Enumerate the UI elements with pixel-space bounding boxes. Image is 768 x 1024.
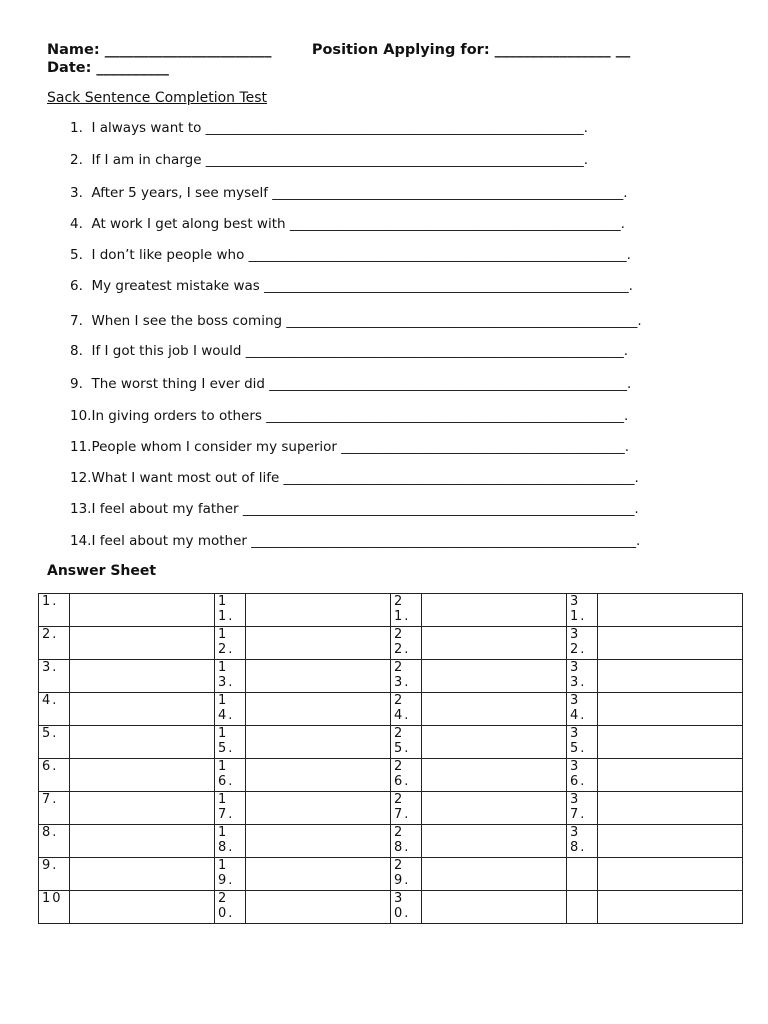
answer-cell[interactable] <box>246 858 391 891</box>
answer-number: 11. <box>215 594 246 627</box>
answer-cell[interactable] <box>422 891 567 924</box>
answer-number: 21. <box>391 594 422 627</box>
answer-number: 35. <box>567 726 598 759</box>
sentence-item: 6. My greatest mistake was ______________________________________________________. <box>70 278 633 294</box>
answer-row <box>39 660 743 693</box>
answer-row <box>39 825 743 858</box>
answer-number: 16. <box>215 759 246 792</box>
answer-number <box>567 858 598 891</box>
answer-cell[interactable] <box>246 627 391 660</box>
answer-cell[interactable] <box>422 693 567 726</box>
sentence-item: 7. When I see the boss coming ____________________________________________________. <box>70 313 642 329</box>
answer-cell[interactable] <box>246 693 391 726</box>
answer-number: 38. <box>567 825 598 858</box>
sentence-item: 14.I feel about my mother _________________________________________________________. <box>70 533 641 549</box>
answer-number: 25. <box>391 726 422 759</box>
header-name-position-line: Name: _______________________ Position Applying for: ________________ __ <box>47 42 631 58</box>
answer-number: 9. <box>39 858 70 891</box>
answer-cell[interactable] <box>422 627 567 660</box>
answer-cell[interactable] <box>422 792 567 825</box>
answer-number: 30. <box>391 891 422 924</box>
answer-number: 14. <box>215 693 246 726</box>
answer-number: 22. <box>391 627 422 660</box>
answer-cell[interactable] <box>422 825 567 858</box>
answer-cell[interactable] <box>70 858 215 891</box>
test-title: Sack Sentence Completion Test <box>47 90 268 106</box>
answer-number: 26. <box>391 759 422 792</box>
answer-cell[interactable] <box>598 825 743 858</box>
answer-number: 6. <box>39 759 70 792</box>
answer-number: 13. <box>215 660 246 693</box>
answer-cell[interactable] <box>422 726 567 759</box>
answer-row <box>39 627 743 660</box>
answer-cell[interactable] <box>70 759 215 792</box>
answer-cell[interactable] <box>70 627 215 660</box>
answer-number: 36. <box>567 759 598 792</box>
answer-cell[interactable] <box>70 891 215 924</box>
answer-number: 19. <box>215 858 246 891</box>
answer-row <box>39 792 743 825</box>
answer-row <box>39 858 743 891</box>
answer-number: 1. <box>39 594 70 627</box>
answer-number: 37. <box>567 792 598 825</box>
answer-number: 4. <box>39 693 70 726</box>
answer-row <box>39 891 743 924</box>
sentence-item: 10.In giving orders to others _____________________________________________________. <box>70 408 629 424</box>
answer-cell[interactable] <box>598 792 743 825</box>
answer-cell[interactable] <box>422 858 567 891</box>
sentence-item: 11.People whom I consider my superior __________________________________________. <box>70 439 630 455</box>
answer-cell[interactable] <box>246 891 391 924</box>
answer-number: 29. <box>391 858 422 891</box>
answer-cell[interactable] <box>598 726 743 759</box>
answer-cell[interactable] <box>598 660 743 693</box>
sentence-item: 9. The worst thing I ever did _____________________________________________________. <box>70 376 632 392</box>
answer-number: 33. <box>567 660 598 693</box>
answer-cell[interactable] <box>246 594 391 627</box>
answer-sheet-title: Answer Sheet <box>47 563 157 579</box>
answer-number: 28. <box>391 825 422 858</box>
answer-number <box>567 891 598 924</box>
answer-cell[interactable] <box>598 759 743 792</box>
sentence-item: 13.I feel about my father __________________________________________________________. <box>70 501 639 517</box>
answer-row <box>39 594 743 627</box>
answer-cell[interactable] <box>598 858 743 891</box>
answer-cell[interactable] <box>70 693 215 726</box>
answer-cell[interactable] <box>246 759 391 792</box>
answer-number: 24. <box>391 693 422 726</box>
answer-row <box>39 759 743 792</box>
answer-sheet-table <box>38 593 743 924</box>
answer-cell[interactable] <box>598 693 743 726</box>
answer-cell[interactable] <box>598 594 743 627</box>
sentence-item: 4. At work I get along best with _________________________________________________. <box>70 216 625 232</box>
sentence-item: 8. If I got this job I would ________________________________________________________. <box>70 343 629 359</box>
answer-cell[interactable] <box>70 726 215 759</box>
answer-number: 32. <box>567 627 598 660</box>
answer-cell[interactable] <box>246 792 391 825</box>
answer-row <box>39 726 743 759</box>
answer-cell[interactable] <box>422 660 567 693</box>
answer-cell[interactable] <box>598 627 743 660</box>
answer-cell[interactable] <box>70 660 215 693</box>
sentence-item: 3. After 5 years, I see myself ____________________________________________________. <box>70 185 628 201</box>
answer-cell[interactable] <box>70 792 215 825</box>
answer-cell[interactable] <box>422 594 567 627</box>
answer-number: 31. <box>567 594 598 627</box>
answer-number: 8. <box>39 825 70 858</box>
sentence-item: 5. I don’t like people who ________________________________________________________. <box>70 247 631 263</box>
answer-row <box>39 693 743 726</box>
answer-number: 18. <box>215 825 246 858</box>
answer-cell[interactable] <box>246 825 391 858</box>
answer-number: 34. <box>567 693 598 726</box>
header-date-line: Date: __________ <box>47 60 169 76</box>
answer-number: 15. <box>215 726 246 759</box>
sentence-item: 1. I always want to ________________________________________________________. <box>70 120 588 136</box>
answer-number: 5. <box>39 726 70 759</box>
sentence-item: 12.What I want most out of life ____________________________________________________. <box>70 470 639 486</box>
answer-number: 20. <box>215 891 246 924</box>
answer-number: 27. <box>391 792 422 825</box>
answer-number: 12. <box>215 627 246 660</box>
answer-number: 3. <box>39 660 70 693</box>
answer-cell[interactable] <box>246 660 391 693</box>
answer-number: 10 <box>39 891 70 924</box>
sentence-item: 2. If I am in charge ________________________________________________________. <box>70 152 589 168</box>
answer-number: 23. <box>391 660 422 693</box>
answer-number: 17. <box>215 792 246 825</box>
answer-cell[interactable] <box>70 594 215 627</box>
answer-number: 7. <box>39 792 70 825</box>
answer-cell[interactable] <box>70 825 215 858</box>
answer-cell[interactable] <box>422 759 567 792</box>
answer-cell[interactable] <box>598 891 743 924</box>
answer-cell[interactable] <box>246 726 391 759</box>
answer-number: 2. <box>39 627 70 660</box>
